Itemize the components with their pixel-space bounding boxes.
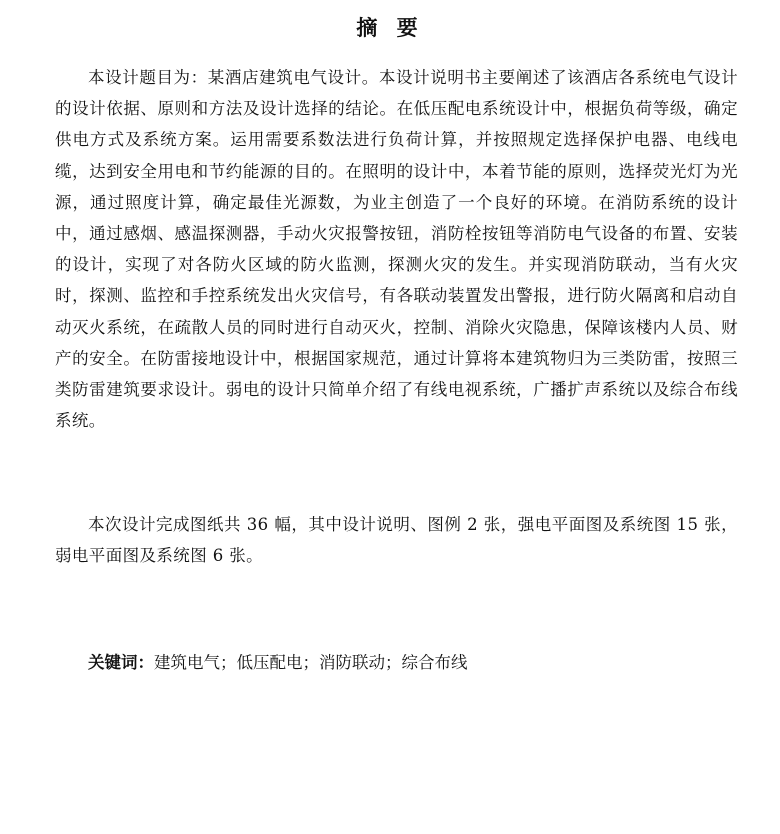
abstract-paragraph-1: 本设计题目为：某酒店建筑电气设计。本设计说明书主要阐述了该酒店各系统电气设计的设计依据、原则和方法及设计选择的结论。在低压配电系统设计中，根据负荷等级，确定供电方式及系统方案。运用需要系数法进行负荷计算，并按照规定选择保护电器、电线电缆，达到安全用电和节约能源的目的。在照明的设计中，本着节能的原则，选择荧光灯为光源，通过照度计算，确定最佳光源数，为业主创造了一个良好的环境。在消防系统的设计中，通过感烟、感温探测器，手动火灾报警按钮，消防栓按钮等消防电气设备的布置、安装的设计，实现了对各防火区域的防火监测，探测火灾的发生。并实现消防联动，当有火灾时，探测、监控和手控系统发出火灾信号，有各联动装置发出警报，进行防火隔离和启动自动灭火系统，在疏散人员的同时进行自动灭火，控制、消除火灾隐患，保障该楼内人员、财产的安全。在防雷接地设计中，根据国家规范，通过计算将本建筑物归为三类防雷，按照三类防雷建筑要求设计。弱电的设计只简单介绍了有线电视系统，广播扩声系统以及综合布线系统。: [55, 68, 738, 431]
abstract-paragraph-2: 本次设计完成图纸共 36 幅，其中设计说明、图例 2 张，强电平面图及系统图 15 张，弱电平面图及系统图 6 张。: [55, 515, 738, 566]
page-title: 摘 要: [356, 16, 424, 40]
keywords-label: 关键词：: [88, 653, 154, 672]
keywords-text: 建筑电气；低压配电；消防联动；综合布线: [154, 653, 468, 672]
keywords-line: [88, 648, 468, 678]
